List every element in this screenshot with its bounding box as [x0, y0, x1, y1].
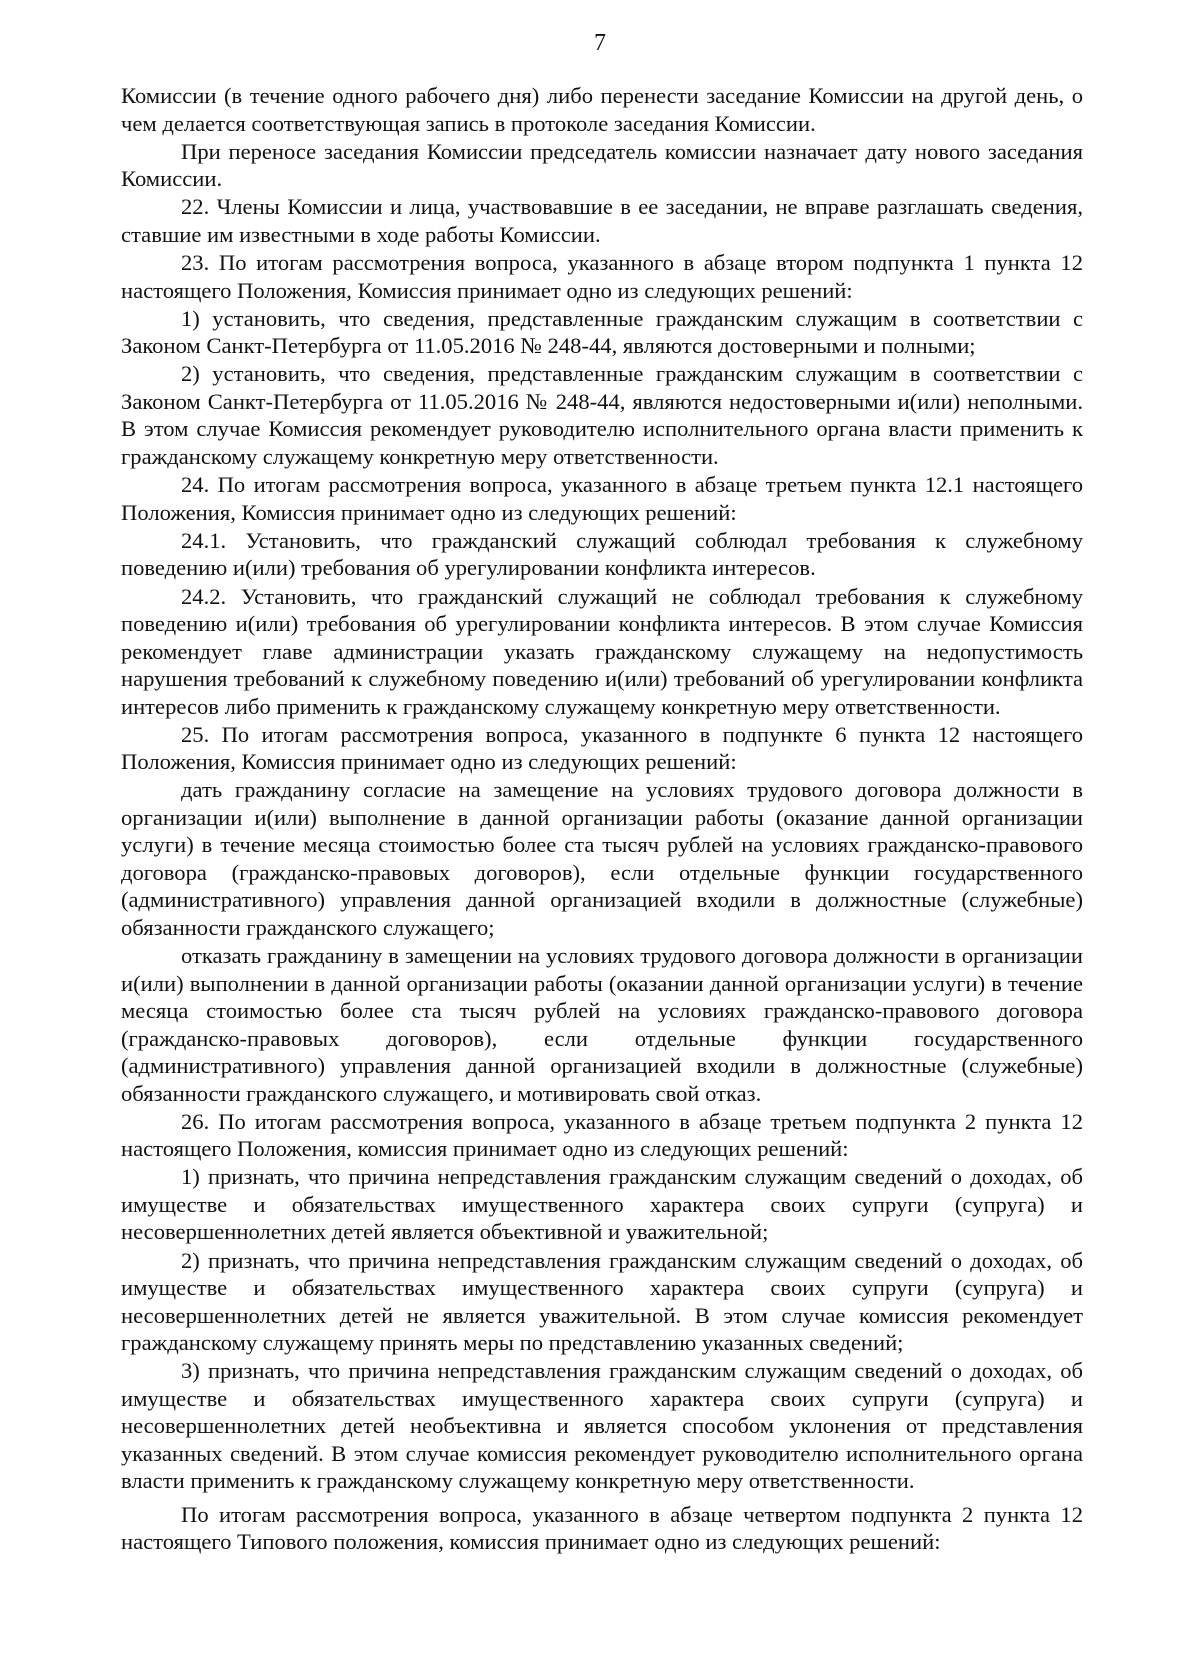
document-body [121, 82, 1083, 1557]
paragraph: 1) признать, что причина непредставления гражданским служащим сведений о доходах, об имуществе и обязательствах имущественного характера своих супруги (супруга) и несовершеннолетних детей является объективной и уважительной; [121, 1164, 1083, 1245]
paragraph: 25. По итогам рассмотрения вопроса, указанного в подпункте 6 пункта 12 настоящего Положения, Комиссия принимает одно из следующих решений: [121, 721, 1083, 775]
paragraph: 26. По итогам рассмотрения вопроса, указанного в абзаце третьем подпункта 2 пункта 12 настоящего Положения, комиссия принимает одно из следующих решений: [121, 1108, 1083, 1162]
paragraph: 24. По итогам рассмотрения вопроса, указанного в абзаце третьем пункта 12.1 настоящего Положения, Комиссия принимает одно из следующих решений: [121, 472, 1083, 525]
paragraph: По итогам рассмотрения вопроса, указанного в абзаце четвертом подпункта 2 пункта 12 настоящего Типового положения, комиссия принимает одно из следующих решений: [121, 1501, 1083, 1555]
paragraph: Комиссии (в течение одного рабочего дня) либо перенести заседание Комиссии на другой день, о чем делается соответствующая запись в протоколе заседания Комиссии. [121, 83, 1083, 136]
paragraph: 2) установить, что сведения, представленные гражданским служащим в соответствии с Законом Санкт-Петербурга от 11.05.2016 № 248-44, являются недостоверными и(или) неполными. В этом случае Комиссия рекомендует руководителю исполнительного органа власти применить к гражданскому служащему конкретную меру ответственности. [121, 361, 1083, 469]
paragraph: 1) установить, что сведения, представленные гражданским служащим в соответствии с Законом Санкт-Петербурга от 11.05.2016 № 248-44, являются достоверными и полными; [121, 305, 1083, 359]
paragraph: 23. По итогам рассмотрения вопроса, указанного в абзаце втором подпункта 1 пункта 12 настоящего Положения, Комиссия принимает одно из следующих решений: [121, 250, 1083, 303]
paragraph: отказать гражданину в замещении на условиях трудового договора должности в организации и(или) выполнении в данной организации работы (оказании данной организации услуги) в течение месяца стоимостью более ста тысяч рублей на условиях гражданско-правового договора (гражданско-правовых договоров), если отдельные функции государственного (административного) управления данной организацией входили в должностные (служебные) обязанности гражданского служащего, и мотивировать свой отказ. [121, 943, 1083, 1106]
paragraph: При переносе заседания Комиссии председатель комиссии назначает дату нового заседания Комиссии. [121, 138, 1083, 192]
paragraph: 24.2. Установить, что гражданский служащий не соблюдал требования к служебному поведению и(или) требования об урегулировании конфликта интересов. В этом случае Комиссия рекомендует главе администрации указать гражданскому служащему на недопустимость нарушения требований к служебному поведению и(или) требований об урегулировании конфликта интересов либо применить к гражданскому служащему конкретную меру ответственности. [121, 583, 1083, 719]
paragraph: дать гражданину согласие на замещение на условиях трудового договора должности в организации и(или) выполнение в данной организации работы (оказание данной организации услуги) в течение месяца стоимостью более ста тысяч рублей на условиях гражданско-правового договора (гражданско-правовых договоров), если отдельные функции государственного (административного) управления данной организацией входили в должностные (служебные) обязанности гражданского служащего; [121, 777, 1083, 940]
paragraph: 22. Члены Комиссии и лица, участвовавшие в ее заседании, не вправе разглашать сведения, ставшие им известными в ходе работы Комиссии. [121, 194, 1083, 247]
page-number: 7 [594, 30, 606, 56]
paragraph: 3) признать, что причина непредставления гражданским служащим сведений о доходах, об имуществе и обязательствах имущественного характера своих супруги (супруга) и несовершеннолетних детей необъективна и является способом уклонения от представления указанных сведений. В этом случае комиссия рекомендует руководителю исполнительного органа власти применить к гражданскому служащему конкретную меру ответственности. [121, 1358, 1083, 1494]
paragraph: 2) признать, что причина непредставления гражданским служащим сведений о доходах, об имуществе и обязательствах имущественного характера своих супруги (супруга) и несовершеннолетних детей не является уважительной. В этом случае комиссия рекомендует гражданскому служащему принять меры по представлению указанных сведений; [121, 1247, 1083, 1356]
paragraph: 24.1. Установить, что гражданский служащий соблюдал требования к служебному поведению и(или) требования об урегулировании конфликта интересов. [121, 527, 1083, 581]
